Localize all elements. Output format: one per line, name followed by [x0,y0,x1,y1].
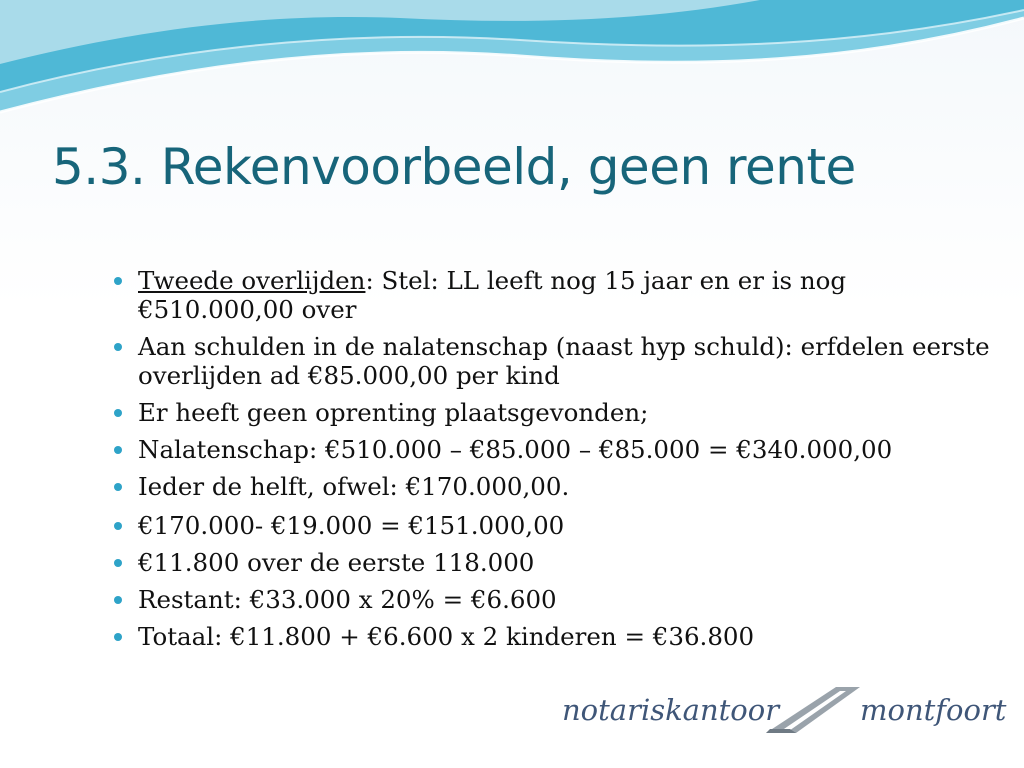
bullet-icon [114,343,122,351]
list-item [112,472,992,501]
company-logo [536,655,1024,768]
bullet-icon [114,596,122,604]
list-item-text: Er heeft geen oprenting plaatsgevonden; [138,398,649,427]
bullet-icon [114,633,122,641]
list-item [112,332,992,390]
list-item [112,398,992,427]
bullet-icon [114,522,122,530]
list-item-text: : Stel: LL leeft nog 15 jaar en er is nog €510.000,00 over [138,266,847,324]
list-item [112,435,992,464]
bullet-icon [114,559,122,567]
bullet-icon [114,446,122,454]
list-item-text: Restant: €33.000 x 20% = €6.600 [138,585,557,614]
list-item-underlined-label: Tweede overlijden [138,266,366,295]
bullet-list [112,266,992,659]
list-item [112,622,992,651]
list-item-text: Aan schulden in de nalatenschap (naast hyp schuld): erfdelen eerste overlijden ad €85.000,00 per kind [138,332,990,390]
list-item [112,585,992,614]
list-item [112,511,992,540]
slide-title: 5.3. Rekenvoorbeeld, geen rente [52,138,856,196]
list-item-text: Ieder de helft, ofwel: €170.000,00. [138,472,570,501]
bullet-icon [114,277,122,285]
bullet-icon [114,409,122,417]
header-wave-decoration [0,0,1024,120]
list-item-text: Totaal: €11.800 + €6.600 x 2 kinderen = €36.800 [138,622,755,651]
list-item-text: Nalatenschap: €510.000 – €85.000 – €85.000 = €340.000,00 [138,435,893,464]
logo-right-word: montfoort [860,693,1007,727]
list-item-text: €11.800 over de eerste 118.000 [138,548,535,577]
list-item [112,548,992,577]
list-item-text: €170.000- €19.000 = €151.000,00 [138,511,565,540]
road-icon [766,683,861,735]
bullet-icon [114,483,122,491]
logo-left-word: notariskantoor [562,693,780,727]
list-item [112,266,992,324]
